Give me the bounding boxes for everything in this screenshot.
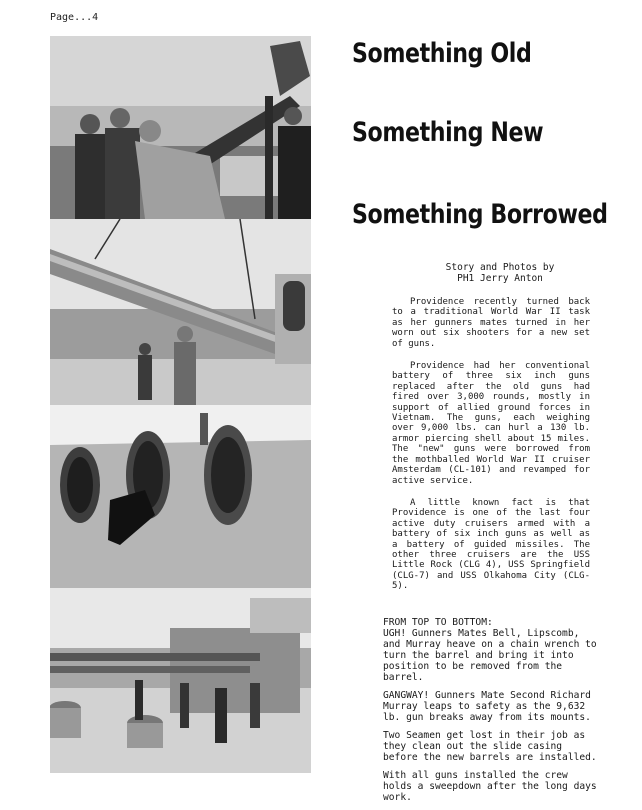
captions-intro: FROM TOP TO BOTTOM: [383, 617, 493, 628]
gun-barrel-removal-photo [50, 219, 311, 405]
headline-new: Something New [352, 117, 544, 148]
byline-author: PH1 Jerry Anton [457, 273, 543, 284]
byline [400, 262, 600, 284]
headline-borrowed: Something Borrowed [352, 199, 608, 230]
gunners-chain-wrench-photo [50, 36, 311, 219]
article-paragraph: A little known fact is that Providence is one of the last four active duty cruisers armed with a battery of six inch guns as well as a battery of guided missiles. The other three cruisers are the USS Little Rock (CLG 4), USS Springfield (CLG-7) and USS Olkahoma City (CLG-5). [392, 497, 590, 592]
photo-captions [383, 617, 598, 810]
caption-item: Two Seamen get lost in their job as they clean out the slide casing before the new barrels are installed. [383, 730, 597, 763]
caption-item: GANGWAY! Gunners Mate Second Richard Murray leaps to safety as the 9,632 lb. gun breaks away from its mounts. [383, 690, 591, 723]
article-body [392, 297, 590, 604]
page-number: Page...4 [50, 12, 99, 23]
byline-credit: Story and Photos by [445, 262, 555, 273]
article-paragraph: Providence recently turned back to a traditional World War II task as her gunners mates turned in her worn out six shooters for a new set of guns. [392, 297, 590, 349]
headline-old: Something Old [352, 38, 532, 69]
caption-item: With all guns installed the crew holds a sweepdown after the long days work. [383, 770, 597, 803]
turret-slide-casing-photo [50, 405, 311, 588]
article-paragraph: Providence had her conventional battery of three six inch guns replaced after the old guns had fired over 3,000 rounds, mostly in support of allied ground forces in Vietnam. The guns, each weighing over 9,000 lbs. can hurl a 130 lb. armor piercing shell about 15 miles. The "new" guns were borrowed from the mothballed World War II cruiser Amsterdam (CL-101) and revamped for active service. [392, 361, 590, 486]
crew-sweepdown-photo [50, 588, 311, 773]
caption-item: UGH! Gunners Mates Bell, Lipscomb, and Murray heave on a chain wrench to turn the barrel and bring it into position to be removed from the barrel. [383, 628, 597, 683]
